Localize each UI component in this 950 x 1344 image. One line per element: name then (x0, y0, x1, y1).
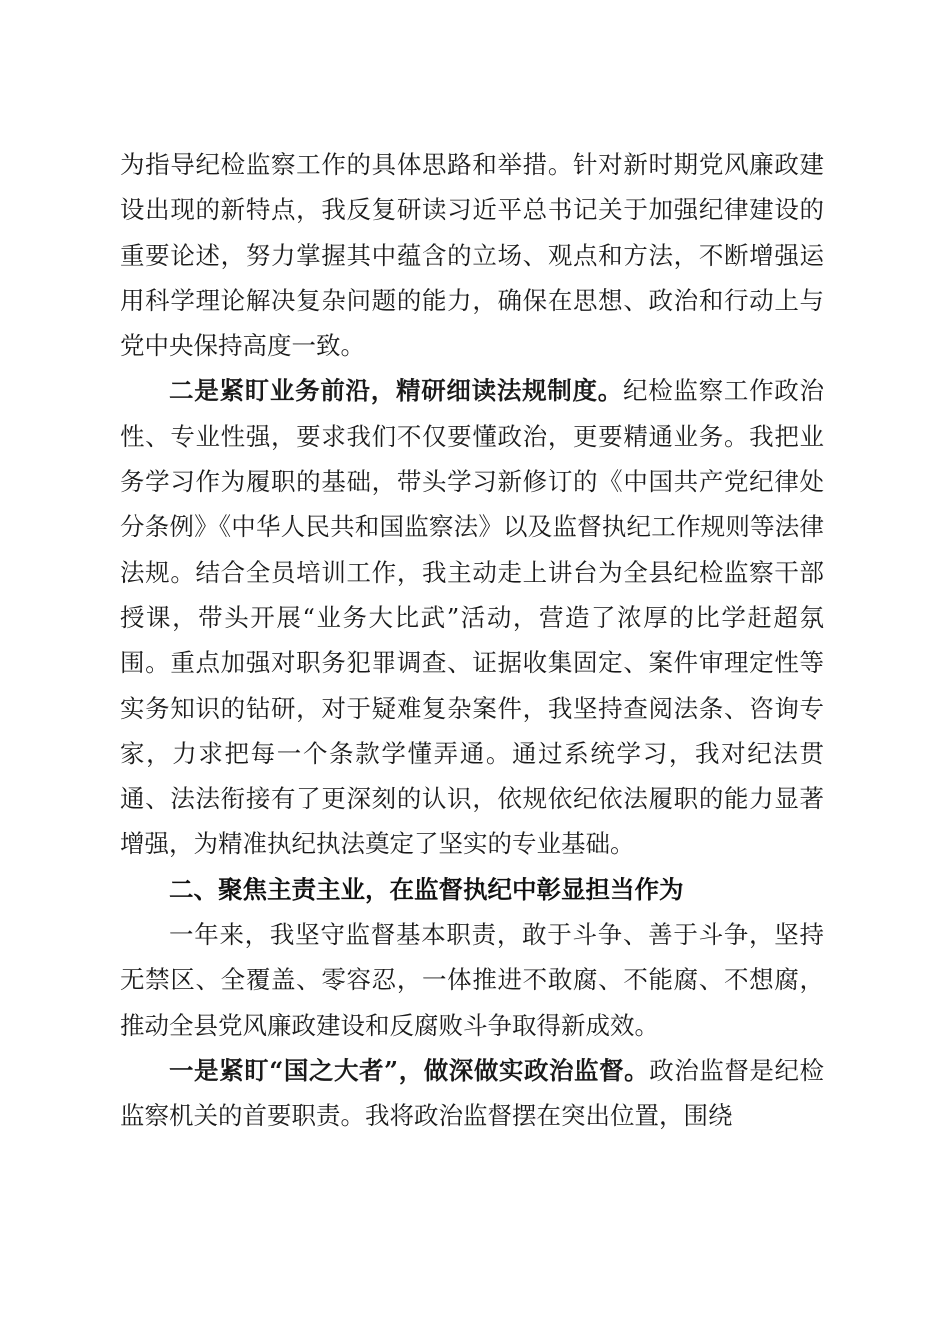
paragraph-political-supervision (120, 1048, 824, 1139)
paragraph-text: 纪检监察工作政治性、专业性强，要求我们不仅要懂政治，更要精通业务。我把业务学习作为履职的基础，带头学习新修订的《中国共产党纪律处分条例》《中华人民共和国监察法》以及监督执纪工作规则等法律法规。结合全员培训工作，我主动走上讲台为全县纪检监察干部授课，带头开展“业务大比武”活动，营造了浓厚的比学赶超氛围。重点加强对职务犯罪调查、证据收集固定、案件审理定性等实务知识的钻研，对于疑难复杂案件，我坚持查阅法条、咨询专家，力求把每一个条款学懂弄通。通过系统学习，我对纪法贯通、法法衔接有了更深刻的认识，依规依纪依法履职的能力显著增强，为精准执纪执法奠定了坚实的专业基础。 (120, 376, 825, 859)
paragraph-text: 政治监督是纪检监察机关的首要职责。我将政治监督摆在突出位置，围绕 (120, 1055, 825, 1131)
paragraph-business-study (120, 368, 824, 866)
paragraph-text: 一年来，我坚守监督基本职责，敢于斗争、善于斗争，坚持无禁区、全覆盖、零容忍，一体推进不敢腐、不能腐、不想腐，推动全县党风廉政建设和反腐败斗争取得新成效。 (120, 920, 824, 1040)
paragraph-lead: 一是紧盯“国之大者”，做深做实政治监督。 (169, 1055, 650, 1085)
section-heading: 二、聚焦主责主业，在监督执纪中彰显担当作为 (169, 874, 684, 904)
paragraph-lead: 二是紧盯业务前沿，精研细读法规制度。 (169, 376, 623, 406)
paragraph-continuation (120, 142, 824, 368)
paragraph-section-intro (120, 912, 824, 1048)
document-body (120, 142, 824, 1139)
paragraph-text: 为指导纪检监察工作的具体思路和举措。针对新时期党风廉政建设出现的新特点，我反复研读习近平总书记关于加强纪律建设的重要论述，努力掌握其中蕴含的立场、观点和方法，不断增强运用科学理论解决复杂问题的能力，确保在思想、政治和行动上与党中央保持高度一致。 (120, 150, 824, 361)
